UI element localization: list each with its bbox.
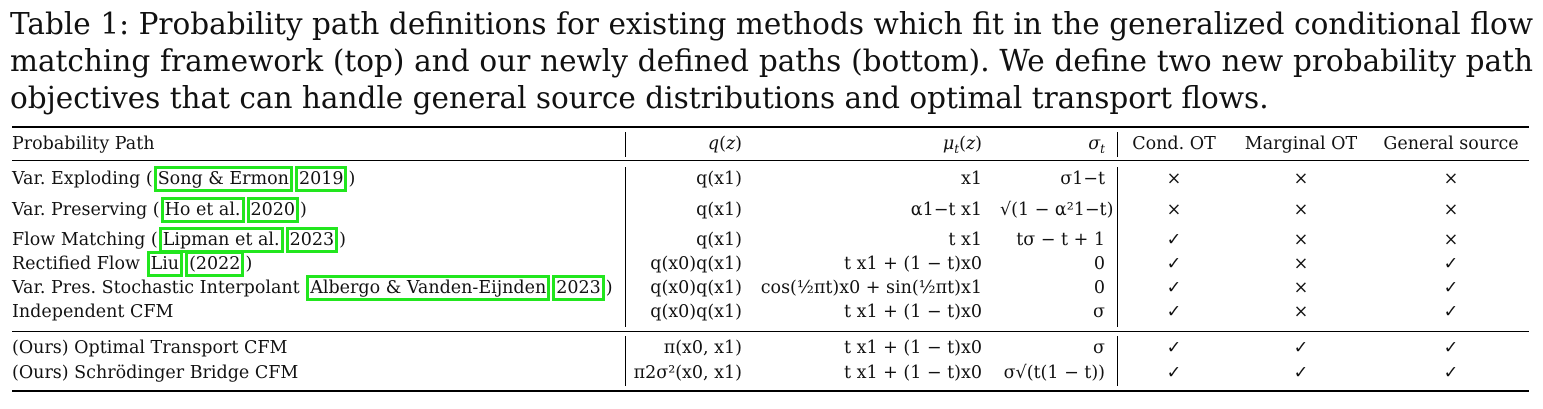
cell-sigma: σ√(t(1 − t)) [1003, 363, 1105, 383]
cell-mu: t x1 + (1 − t)x0 [843, 302, 982, 322]
cell-probability-path [12, 199, 307, 221]
column-divider [1117, 336, 1118, 386]
citation-year-link[interactable]: 2023 [552, 275, 605, 301]
path-name: (Ours) Schrödinger Bridge CFM [12, 363, 299, 383]
cell-marginal-ot: × [1293, 302, 1309, 322]
cell-cond-ot: ✓ [1166, 338, 1182, 358]
cell-q: π2σ²(x0, x1) [633, 363, 742, 383]
citation-link[interactable]: Lipman et al. [159, 227, 284, 253]
cell-marginal-ot: × [1293, 254, 1309, 274]
cell-q: q(x0)q(x1) [650, 278, 742, 298]
cell-cond-ot: ✓ [1166, 230, 1182, 250]
cell-marginal-ot: ✓ [1293, 338, 1309, 358]
path-name: (Ours) Optimal Transport CFM [12, 338, 288, 358]
citation-year-link[interactable]: 2019 [295, 166, 348, 192]
column-divider [625, 167, 626, 327]
cell-probability-path [12, 168, 355, 190]
cell-marginal-ot: × [1293, 200, 1309, 220]
cell-general-source: × [1443, 169, 1459, 189]
table-caption [10, 6, 1533, 117]
cell-general-source: ✓ [1443, 278, 1459, 298]
caption-line: matching framework (top) and our newly defined paths (bottom). We define two new probability path [10, 44, 1533, 78]
cell-cond-ot: ✓ [1166, 363, 1182, 383]
caption-line: objectives that can handle general source distributions and optimal transport flows. [10, 81, 1269, 115]
header-path: Probability Path [12, 134, 155, 154]
top-rule [12, 126, 1529, 128]
citation-link[interactable]: Albergo & Vanden-Eijnden [306, 275, 550, 301]
path-name: Flow Matching ( [12, 230, 158, 250]
header-sigma: $\sigma_t$ [1088, 134, 1105, 156]
cell-sigma: σ [1093, 338, 1105, 358]
path-name-end: ) [348, 169, 356, 189]
path-name: Var. Exploding ( [12, 169, 153, 189]
cell-probability-path [12, 229, 346, 251]
column-divider [625, 336, 626, 386]
cell-probability-path [12, 277, 613, 299]
cell-cond-ot: × [1166, 169, 1182, 189]
cell-mu: α1−t x1 [910, 200, 982, 220]
column-divider [1117, 132, 1118, 157]
column-divider [1117, 167, 1118, 327]
header-general-source: General source [1383, 134, 1519, 154]
path-name: Var. Pres. Stochastic Interpolant [12, 278, 306, 298]
cell-marginal-ot: × [1293, 230, 1309, 250]
cell-marginal-ot: × [1293, 169, 1309, 189]
citation-link[interactable]: Liu [147, 251, 184, 277]
path-name: Var. Preserving ( [12, 200, 160, 220]
cell-mu: t x1 [948, 230, 982, 250]
cell-general-source: ✓ [1443, 254, 1459, 274]
cell-mu: cos(½πt)x0 + sin(½πt)x1 [760, 278, 982, 298]
path-name-end: ) [339, 230, 346, 250]
cell-cond-ot: ✓ [1166, 254, 1182, 274]
column-divider [625, 132, 626, 157]
cell-cond-ot: ✓ [1166, 278, 1182, 298]
citation-link[interactable]: Ho et al. [161, 197, 245, 223]
path-name-end: ) [245, 254, 253, 274]
cell-q: q(x1) [696, 230, 742, 250]
cell-q: q(x0)q(x1) [650, 254, 742, 274]
cell-general-source: ✓ [1443, 363, 1459, 383]
citation-year-link[interactable]: 2023 [286, 227, 339, 253]
cell-q: π(x0, x1) [663, 338, 742, 358]
cell-mu: t x1 + (1 − t)x0 [843, 338, 982, 358]
cell-sigma: 0 [1093, 254, 1105, 274]
cell-marginal-ot: ✓ [1293, 363, 1309, 383]
cell-mu: t x1 + (1 − t)x0 [843, 363, 982, 383]
cell-q: q(x1) [696, 200, 742, 220]
path-name-end: ) [605, 278, 613, 298]
cell-general-source: × [1443, 200, 1459, 220]
cell-mu: x1 [960, 169, 982, 189]
citation-year-link[interactable]: 2020 [247, 197, 300, 223]
cell-mu: t x1 + (1 − t)x0 [843, 254, 982, 274]
cell-sigma: 0 [1093, 278, 1105, 298]
header-cond-ot: Cond. OT [1132, 134, 1216, 154]
cell-sigma: σ1−t [1060, 169, 1105, 189]
cell-general-source: ✓ [1443, 338, 1459, 358]
cell-cond-ot: ✓ [1166, 302, 1182, 322]
header-q: q(z) [707, 134, 742, 154]
cell-marginal-ot: × [1293, 278, 1309, 298]
path-name: Rectified Flow [12, 254, 146, 274]
cell-probability-path [12, 362, 298, 384]
cell-sigma: tσ − t + 1 [1016, 230, 1105, 250]
caption-line: Table 1: Probability path definitions for existing methods which fit in the generalized conditional flow [10, 7, 1533, 41]
citation-year-link[interactable]: (2022 [185, 251, 244, 277]
cell-general-source: ✓ [1443, 302, 1459, 322]
bottom-rule [12, 390, 1529, 392]
path-name-end: ) [300, 200, 307, 220]
mid-rule [12, 331, 1529, 332]
header-rule [12, 160, 1529, 161]
cell-sigma: σ [1093, 302, 1105, 322]
cell-q: q(x0)q(x1) [650, 302, 742, 322]
cell-probability-path [12, 301, 173, 323]
path-name: Independent CFM [12, 302, 174, 322]
cell-probability-path [12, 253, 252, 275]
citation-link[interactable]: Song & Ermon [154, 166, 293, 192]
header-marginal-ot: Marginal OT [1244, 134, 1358, 154]
cell-general-source: × [1443, 230, 1459, 250]
cell-probability-path [12, 337, 287, 359]
cell-sigma: √(1 − α²1−t) [1000, 200, 1114, 220]
cell-q: q(x1) [696, 169, 742, 189]
cell-cond-ot: × [1166, 200, 1182, 220]
header-mu: $\mu_t(z)$ [942, 134, 982, 156]
